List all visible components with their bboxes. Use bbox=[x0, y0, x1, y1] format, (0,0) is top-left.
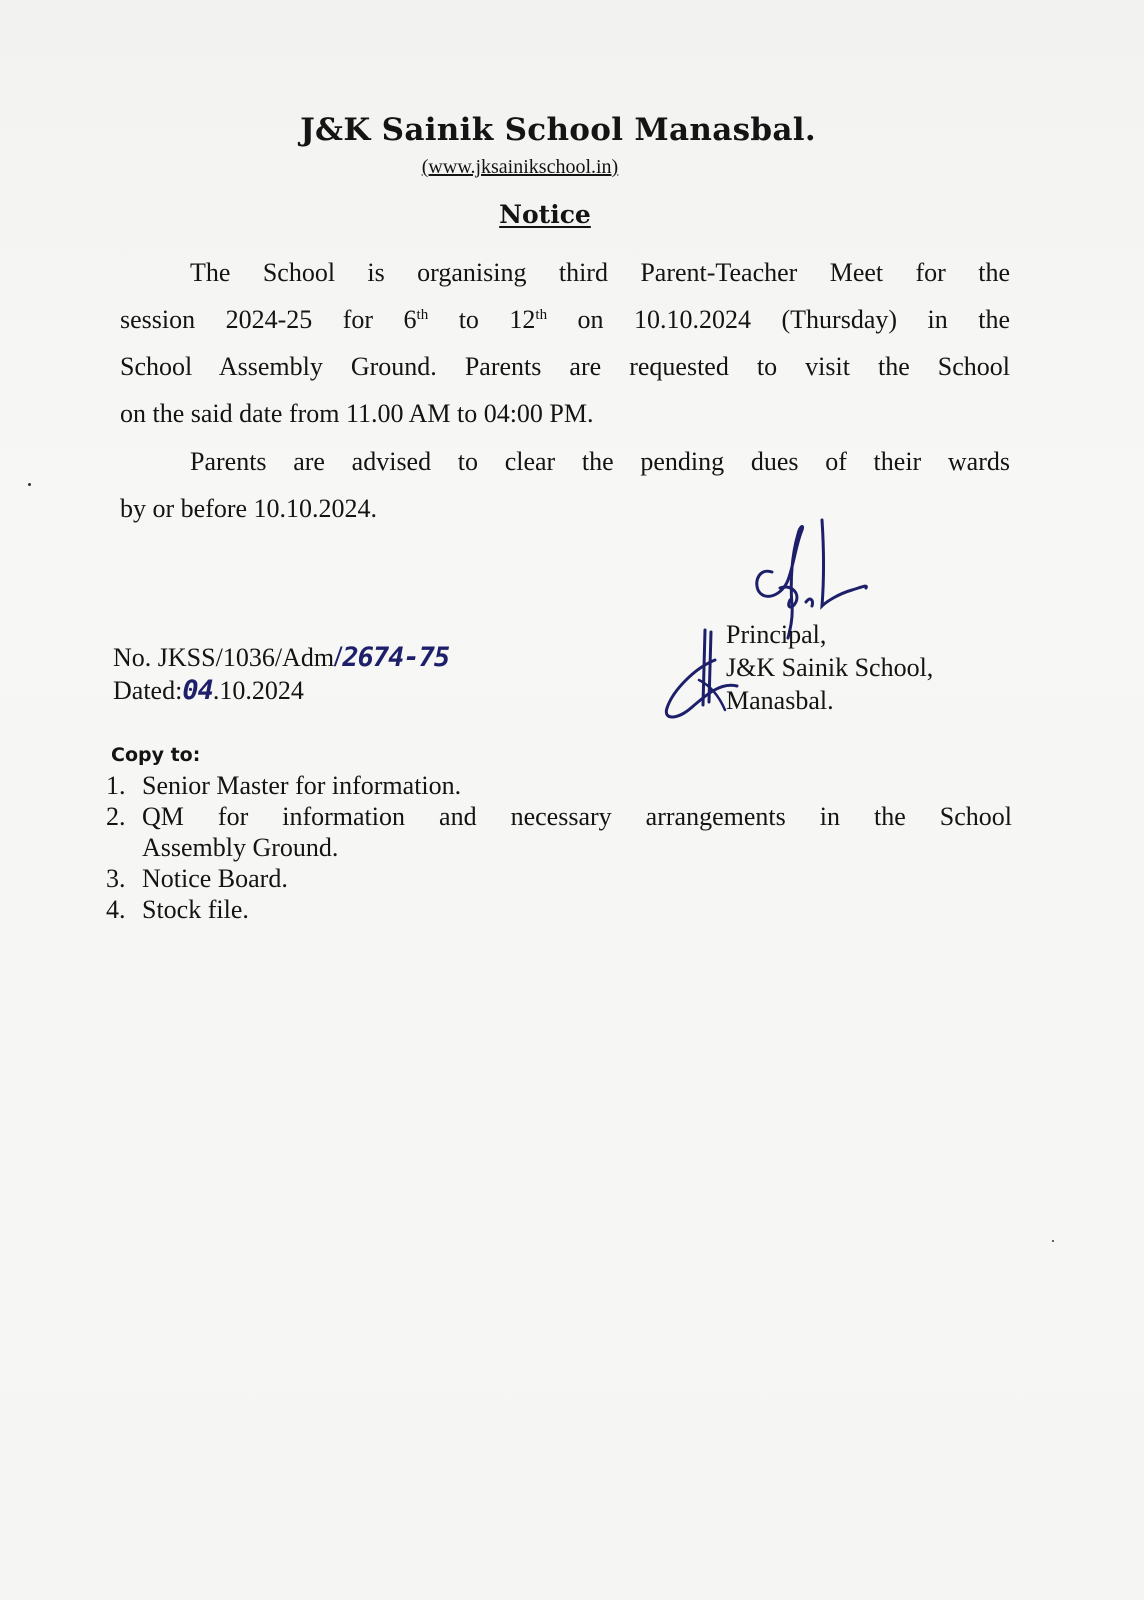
class-range-text: to 12 bbox=[428, 305, 536, 334]
paragraph-1-line-4: on the said date from 11.00 AM to 04:00 PM. bbox=[120, 399, 594, 428]
reference-number-label: No. JKSS/1036/Adm bbox=[113, 643, 335, 672]
notice-heading: Notice bbox=[499, 200, 591, 229]
signatory-designation: Principal, bbox=[726, 620, 827, 649]
signatory-place: Manasbal. bbox=[726, 686, 834, 715]
notice-paragraph-1 bbox=[120, 249, 1010, 437]
session-text: session 2024-25 for 6 bbox=[120, 305, 417, 334]
reference-block bbox=[113, 640, 449, 707]
list-item-number: 4. bbox=[106, 895, 126, 924]
copy-to-heading: Copy to: bbox=[111, 744, 201, 766]
reference-number-handwritten: 2674-75 bbox=[342, 642, 450, 673]
paragraph-1-line-3: School Assembly Ground. Parents are requested to visit the School bbox=[120, 352, 1010, 381]
list-item bbox=[106, 863, 1012, 894]
reference-date bbox=[113, 674, 449, 707]
list-item-text: Notice Board. bbox=[142, 864, 288, 893]
school-website: (www.jksainikschool.in) bbox=[421, 156, 619, 178]
paper-speck bbox=[1052, 1240, 1054, 1242]
list-item-text bbox=[142, 801, 1012, 863]
paragraph-2-line-1: Parents are advised to clear the pending dues of their wards bbox=[190, 447, 1010, 476]
dated-day-handwritten: 04 bbox=[182, 675, 213, 706]
list-item-text: Senior Master for information. bbox=[142, 771, 462, 800]
signatory-block bbox=[726, 618, 933, 717]
list-item-text-line-1: QM for information and necessary arrangements in the School bbox=[142, 802, 1012, 831]
school-name-heading: J&K Sainik School Manasbal. bbox=[300, 112, 816, 148]
list-item bbox=[106, 801, 1012, 863]
list-item-number: 2. bbox=[106, 802, 126, 831]
handwritten-slash: / bbox=[334, 640, 343, 673]
list-item bbox=[106, 770, 1012, 801]
paper-speck bbox=[28, 483, 31, 486]
list-item-text-line-2: Assembly Ground. bbox=[142, 833, 339, 862]
ordinal-suffix: th bbox=[416, 307, 429, 323]
paragraph-1-line-2 bbox=[120, 296, 1010, 343]
paragraph-1-line-1: The School is organising third Parent-Teacher Meet for the bbox=[190, 258, 1010, 287]
ordinal-suffix: th bbox=[535, 307, 548, 323]
copy-to-list bbox=[106, 770, 1012, 925]
paragraph-2-line-2: by or before 10.10.2024. bbox=[120, 494, 378, 523]
list-item-number: 3. bbox=[106, 864, 126, 893]
list-item bbox=[106, 894, 1012, 925]
dated-month-year: .10.2024 bbox=[212, 676, 304, 705]
list-item-text: Stock file. bbox=[142, 895, 249, 924]
list-item-number: 1. bbox=[106, 771, 126, 800]
signatory-organisation: J&K Sainik School, bbox=[726, 653, 934, 682]
date-text: on 10.10.2024 (Thursday) in the bbox=[547, 305, 1010, 334]
dated-label: Dated: bbox=[113, 676, 183, 705]
reference-number bbox=[113, 640, 449, 674]
